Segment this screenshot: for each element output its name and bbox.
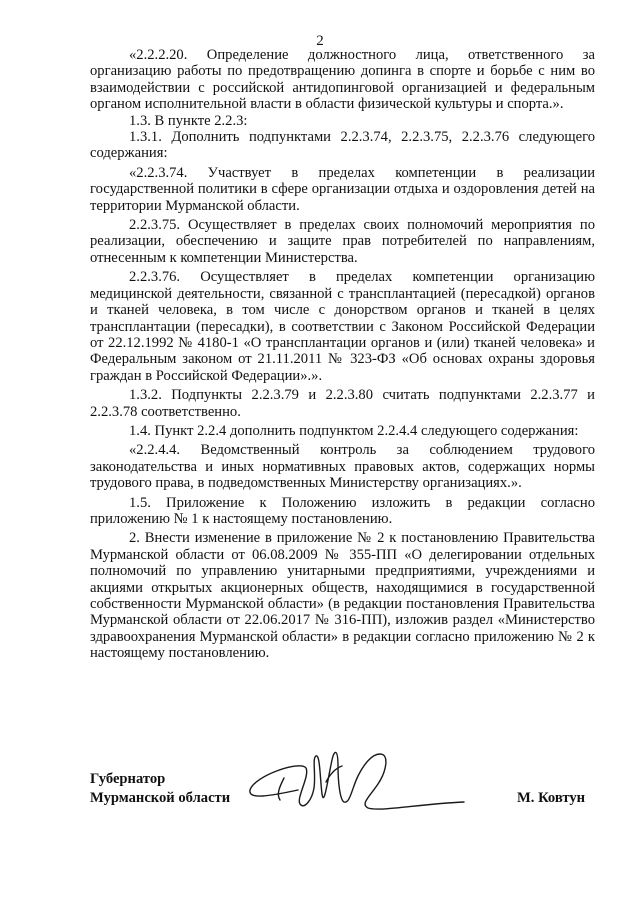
paragraph-2-2-3-75: 2.2.3.75. Осуществляет в пределах своих полномочий мероприятия по реализации, обеспечению и защите прав потребителей по направлениям, отнесенным к компетенции Министерства. — [90, 217, 595, 266]
paragraph-1-3-1: 1.3.1. Дополнить подпунктами 2.2.3.74, 2.2.3.75, 2.2.3.76 следующего содержания: — [90, 129, 595, 162]
paragraph-2-2-2-20: «2.2.2.20. Определение должностного лица, ответственного за организацию работы по предотвращению допинга в спорте и борьбе с ним во взаимодействии с российской антидопинговой организацией и федеральным органом исполнительной власти в области физической культуры и спорта.». — [90, 47, 595, 113]
paragraph-2-2-4-4: «2.2.4.4. Ведомственный контроль за соблюдением трудового законодательства и иных нормативных правовых актов, содержащих нормы трудового права, в подведомственных Министерству организациях.». — [90, 442, 595, 492]
paragraph-2-2-3-74: «2.2.3.74. Участвует в пределах компетенции в реализации государственной политики в сфере организации отдыха и оздоровления детей на территории Мурманской области. — [90, 164, 595, 214]
signer-position — [90, 770, 230, 808]
signer-position-line1: Губернатор — [90, 771, 166, 787]
paragraph-2-2-3-76: 2.2.3.76. Осуществляет в пределах компетенции организацию медицинской деятельности, связанной с трансплантацией (пересадкой) органов и тканей человека, в том числе с донорством органов и тканей в целях трансплантации (пересадки), в соответствии с Законом Российской Федерации от 22.12.1992 № 4180-1 «О трансплантации органов и (или) тканей человека» и Федеральным законом от 21.11.2011 № 323-ФЗ «Об основах охраны здоровья граждан в Российской Федерации».». — [90, 269, 595, 384]
handwritten-signature — [240, 738, 470, 820]
paragraph-1-3-2: 1.3.2. Подпункты 2.2.3.79 и 2.2.3.80 считать подпунктами 2.2.3.77 и 2.2.3.78 соответственно. — [90, 387, 595, 420]
signer-name: М. Ковтун — [517, 790, 586, 806]
paragraph-2: 2. Внести изменение в приложение № 2 к постановлению Правительства Мурманской области от 06.08.2009 № 355-ПП «О делегировании отдельных полномочий по управлению унитарными предприятиями, учреждениями и акциями открытых акционерных обществ, находящимися в государственной собственности Мурманской области» (в редакции постановления Правительства Мурманской области от 22.06.2017 № 316-ПП), изложив раздел «Министерство здравоохранения Мурманской области» в редакции согласно приложению № 2 к настоящему постановлению. — [90, 530, 595, 662]
paragraph-1-4: 1.4. Пункт 2.2.4 дополнить подпунктом 2.2.4.4 следующего содержания: — [129, 422, 579, 439]
body-text — [90, 47, 595, 662]
signer-position-line2: Мурманской области — [90, 790, 231, 806]
paragraph-1-3: 1.3. В пункте 2.2.3: — [129, 112, 248, 129]
page-number: 2 — [316, 33, 324, 49]
paragraph-1-5: 1.5. Приложение к Положению изложить в редакции согласно приложению № 1 к настоящему постановлению. — [90, 494, 595, 527]
